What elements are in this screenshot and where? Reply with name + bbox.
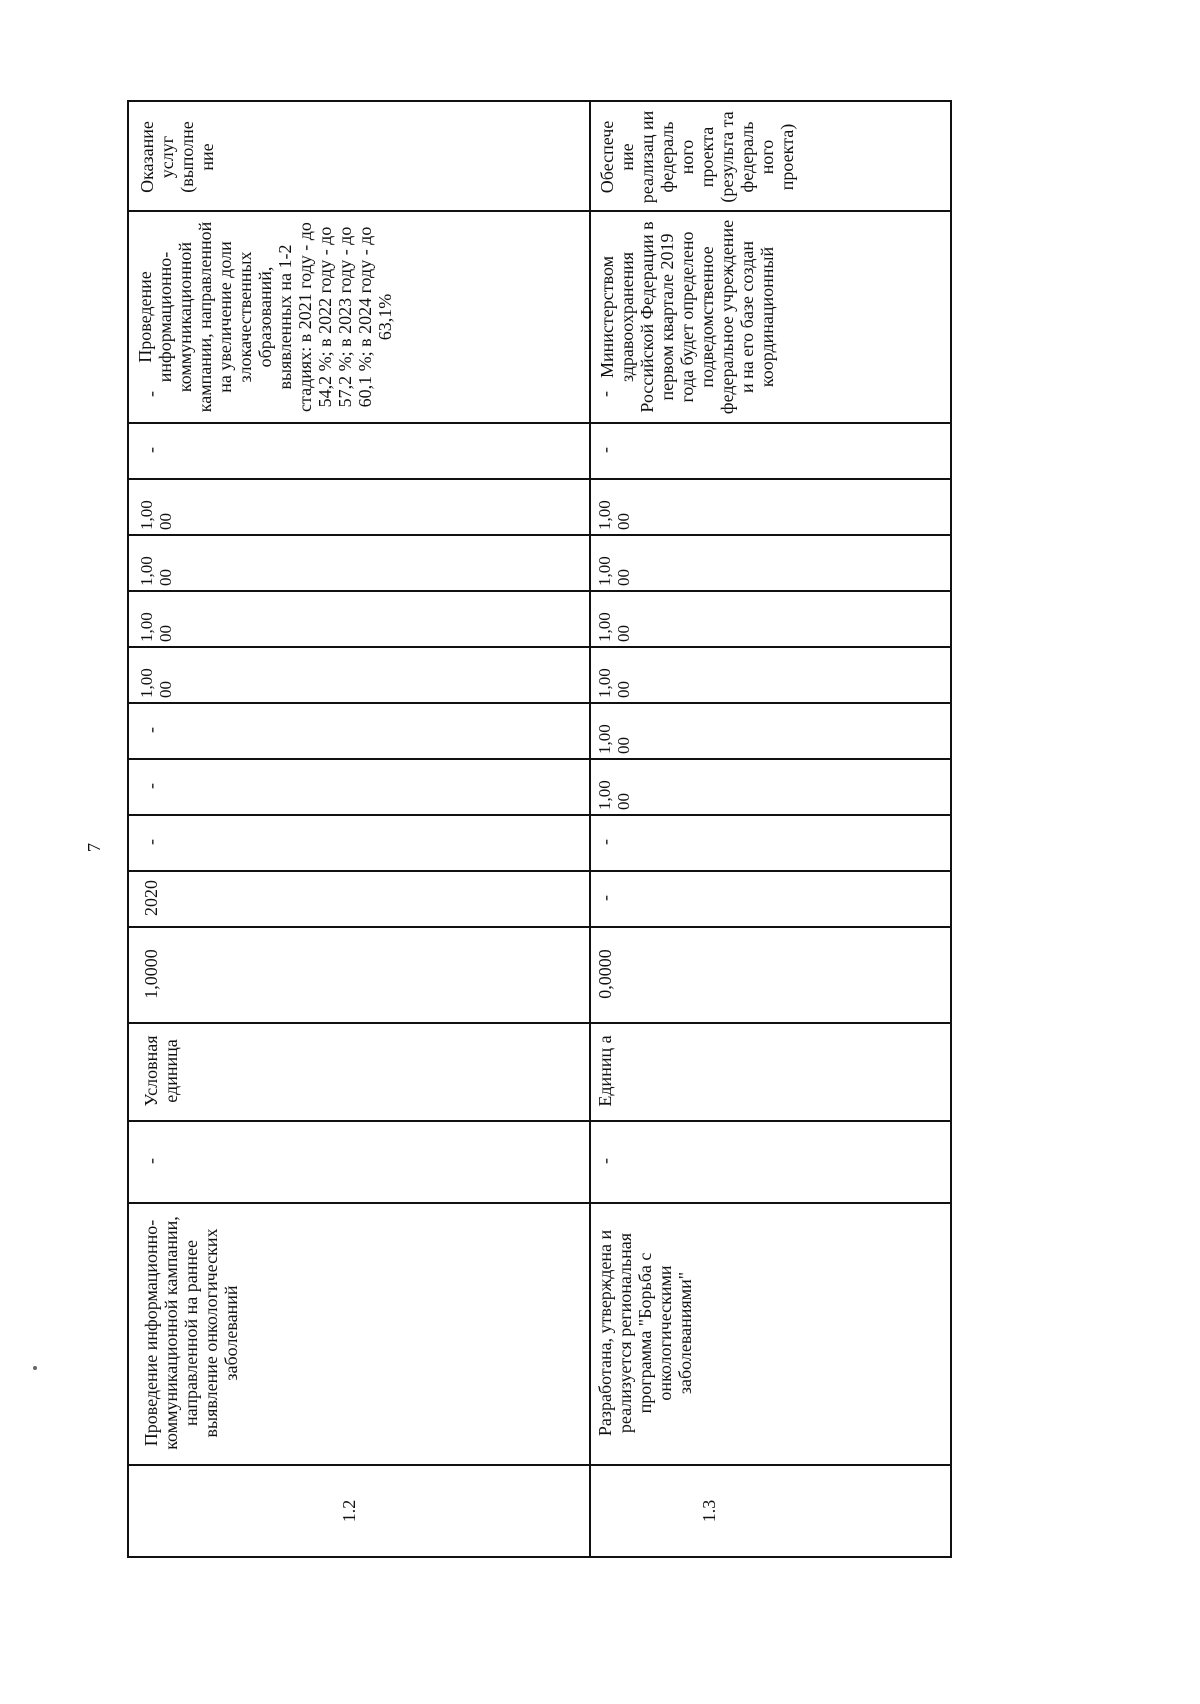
scan-dot (33, 1366, 37, 1370)
row-base-year: - (595, 895, 615, 901)
row-characteristic: Министерством здравоохранения Российской Федерации в первом квартале 2019 года будет определено подведомственное федеральное учреждение и на его базе создан координационный (597, 219, 777, 415)
row-value-2023: 1,00 00 (137, 612, 175, 642)
row-extra-2: - (595, 391, 615, 397)
row-value-2020: 1,00 00 (595, 780, 633, 810)
row-value-2025: 1,00 00 (137, 500, 175, 530)
row-name: Разработана, утверждена и реализуется региональная программа "Борьба с онкологическими заболеваниями" (595, 1229, 695, 1437)
row-base-value: 0,0000 (595, 949, 615, 999)
row-value-2021: 1,00 00 (595, 724, 633, 754)
row-number: 1.3 (699, 1499, 719, 1523)
row-base-value: 1,0000 (141, 949, 161, 999)
row-number: 1.2 (339, 1499, 359, 1523)
row-value-2019: - (595, 839, 615, 845)
row-type: Обеспече ние реализац ии федераль ного проекта (результа та федераль ного проекта) (597, 110, 797, 204)
row-value-2024: 1,00 00 (595, 556, 633, 586)
page-number: 7 (84, 843, 104, 852)
row-value-2023: 1,00 00 (595, 612, 633, 642)
row-base-year: 2020 (141, 880, 161, 916)
rotated-table (127, 100, 952, 1558)
row-type: Оказание услуг (выполне ние (137, 121, 217, 193)
row-value-2022: 1,00 00 (137, 668, 175, 698)
row-unit: Условная единица (141, 1035, 181, 1107)
row-value-2022: 1,00 00 (595, 668, 633, 698)
row-code: - (141, 1158, 161, 1164)
row-code: - (595, 1158, 615, 1164)
row-value-2025: 1,00 00 (595, 500, 633, 530)
row-value-2021: - (141, 727, 161, 733)
row-unit: Единиц а (595, 1035, 615, 1107)
row-value-2024: 1,00 00 (137, 556, 175, 586)
row-name: Проведение информационно-коммуникационной кампании, направленной на раннее выявление онкологических заболеваний (141, 1216, 241, 1450)
row-extra-1: - (141, 447, 161, 453)
row-value-2020: - (141, 783, 161, 789)
row-extra-2: - (141, 391, 161, 397)
row-value-2019: - (141, 839, 161, 845)
row-extra-1: - (595, 447, 615, 453)
row-characteristic: Проведение информационно-коммуникационной кампании, направленной на увеличение доли злокачественных образований, выявленных на 1-2 стадиях: в 2021 году - до 54,2 %; в 2022 году - до 57,2 %; в 2023 году - до 60,1 %; в 2024 году - до 63,1% (135, 221, 395, 413)
